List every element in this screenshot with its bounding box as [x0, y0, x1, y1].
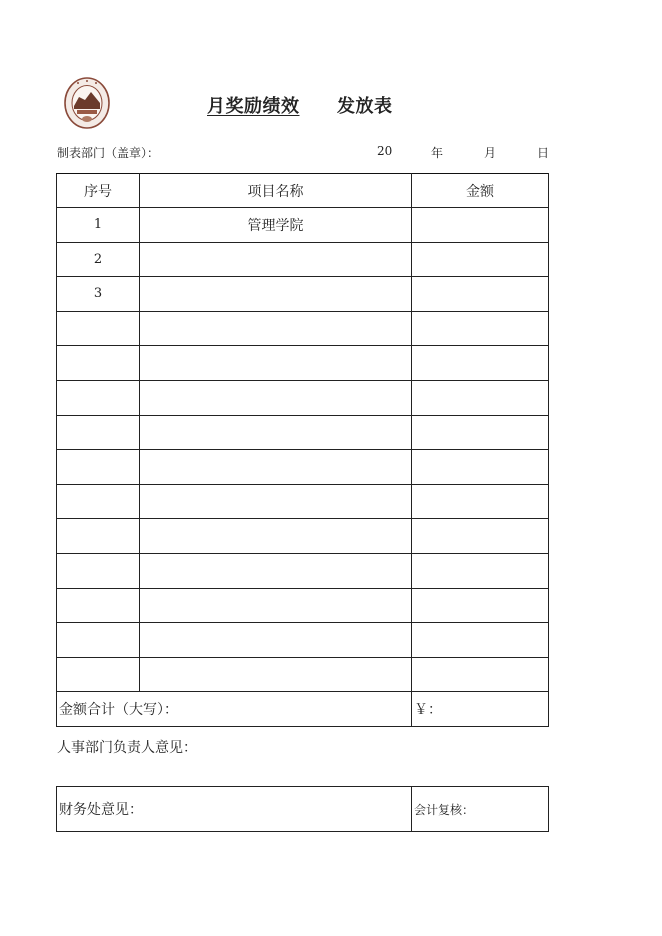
finance-opinion-cell[interactable]: 财务处意见： [57, 787, 412, 832]
table-row [57, 311, 549, 346]
row-amount-cell[interactable] [412, 519, 549, 554]
row-item-cell[interactable] [140, 277, 412, 312]
row-amount-cell[interactable] [412, 277, 549, 312]
total-currency-cell[interactable]: ￥： [412, 692, 549, 727]
payout-table [56, 173, 549, 727]
table-row [57, 208, 549, 243]
row-item-cell[interactable] [140, 380, 412, 415]
university-seal-logo [63, 76, 111, 130]
row-item-cell[interactable] [140, 346, 412, 381]
date-month-label: 月 [484, 146, 497, 160]
row-seq-cell[interactable] [57, 484, 140, 519]
row-amount-cell[interactable] [412, 450, 549, 485]
table-row [57, 242, 549, 277]
table-row [57, 657, 549, 692]
title-part2: 发放表 [337, 96, 393, 117]
dept-label: 制表部门（盖章）： [57, 146, 160, 160]
row-amount-cell[interactable] [412, 484, 549, 519]
row-seq-cell[interactable] [57, 519, 140, 554]
header-amount: 金额 [412, 174, 549, 208]
row-seq-cell[interactable] [57, 415, 140, 450]
row-item-cell[interactable] [140, 657, 412, 692]
audit-cell[interactable]: 会计复核： [412, 787, 549, 832]
row-seq-cell[interactable] [57, 657, 140, 692]
total-row [57, 692, 549, 727]
row-amount-cell[interactable] [412, 588, 549, 623]
row-amount-cell[interactable] [412, 311, 549, 346]
row-amount-cell[interactable] [412, 208, 549, 243]
row-item-cell[interactable] [140, 311, 412, 346]
title-part1: 月奖励绩效 [207, 96, 300, 117]
row-amount-cell[interactable] [412, 553, 549, 588]
table-row [57, 380, 549, 415]
table-row [57, 519, 549, 554]
row-amount-cell[interactable] [412, 657, 549, 692]
row-amount-cell[interactable] [412, 380, 549, 415]
date-year-label: 年 [431, 146, 444, 160]
date-day-label: 日 [537, 146, 550, 160]
header-seq: 序号 [57, 174, 140, 208]
row-seq-cell[interactable]: 1 [57, 208, 140, 243]
table-row [57, 346, 549, 381]
row-item-cell[interactable] [140, 450, 412, 485]
finance-row [57, 787, 549, 832]
table-row [57, 277, 549, 312]
row-seq-cell[interactable] [57, 346, 140, 381]
row-item-cell[interactable]: 管理学院 [140, 208, 412, 243]
row-seq-cell[interactable] [57, 553, 140, 588]
row-seq-cell[interactable] [57, 450, 140, 485]
row-seq-cell[interactable] [57, 623, 140, 658]
date-year-prefix: 20 [377, 144, 393, 158]
row-seq-cell[interactable] [57, 588, 140, 623]
table-row [57, 415, 549, 450]
row-amount-cell[interactable] [412, 623, 549, 658]
finance-table [56, 786, 549, 832]
row-item-cell[interactable] [140, 519, 412, 554]
table-header-row [57, 174, 549, 208]
row-item-cell[interactable] [140, 484, 412, 519]
row-amount-cell[interactable] [412, 415, 549, 450]
row-item-cell[interactable] [140, 242, 412, 277]
row-item-cell[interactable] [140, 588, 412, 623]
row-seq-cell[interactable]: 3 [57, 277, 140, 312]
row-item-cell[interactable] [140, 623, 412, 658]
table-row [57, 588, 549, 623]
table-row [57, 484, 549, 519]
row-seq-cell[interactable] [57, 380, 140, 415]
table-row [57, 553, 549, 588]
table-row [57, 623, 549, 658]
row-amount-cell[interactable] [412, 242, 549, 277]
row-item-cell[interactable] [140, 553, 412, 588]
row-amount-cell[interactable] [412, 346, 549, 381]
row-item-cell[interactable] [140, 415, 412, 450]
total-label-cell[interactable]: 金额合计（大写）： [57, 692, 412, 727]
row-seq-cell[interactable] [57, 311, 140, 346]
hr-opinion-label: 人事部门负责人意见： [57, 740, 197, 756]
header-item: 项目名称 [140, 174, 412, 208]
table-row [57, 450, 549, 485]
row-seq-cell[interactable]: 2 [57, 242, 140, 277]
